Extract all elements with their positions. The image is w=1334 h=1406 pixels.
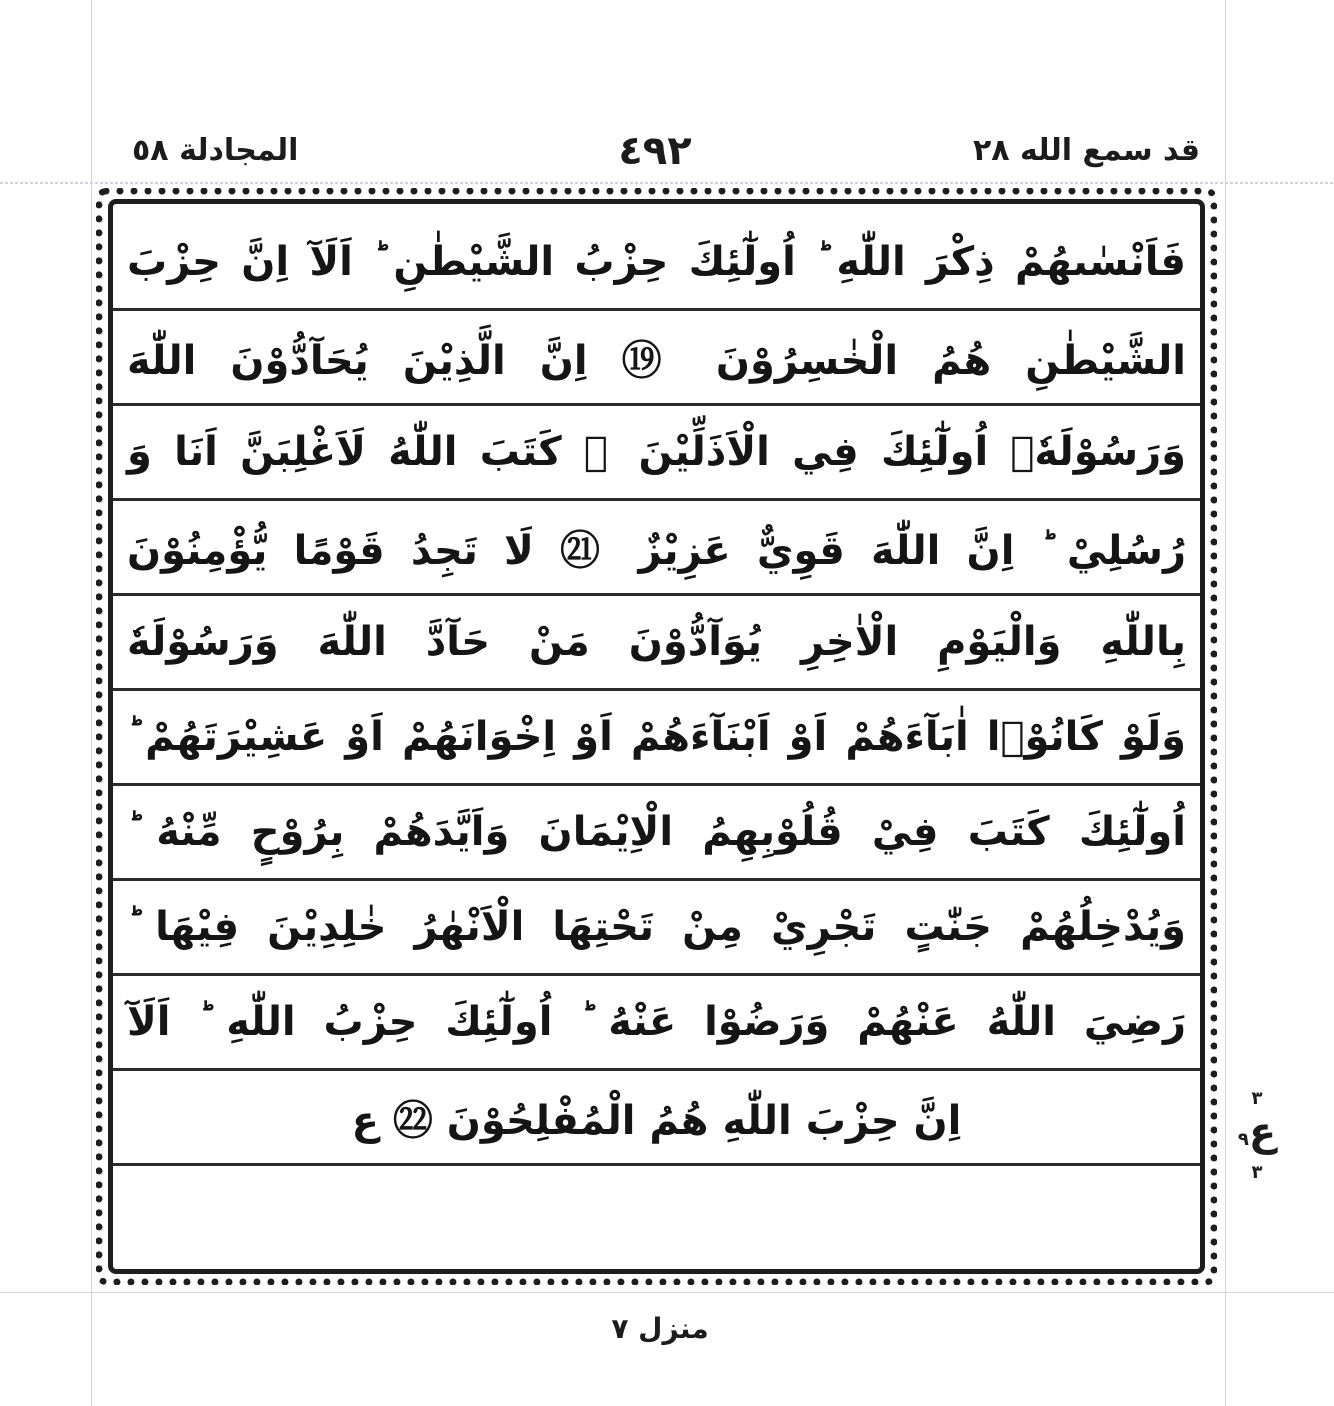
verse-line-text: رَضِيَ اللّٰهُ عَنْهُمْ وَرَضُوْا عَنْهُ ؕ اُولٰٓئِكَ حِزْبُ اللّٰهِ ؕ اَلَآ — [127, 999, 1186, 1045]
verse-line-text: فَاَنْسٰىهُمْ ذِكْرَ اللّٰهِ ؕ اُولٰٓئِكَ حِزْبُ الشَّيْطٰنِ ؕ اَلَآ اِنَّ حِزْبَ — [127, 239, 1186, 285]
verse-line-text: بِاللّٰهِ وَالْيَوْمِ الْاٰخِرِ يُوَآدُّوْنَ مَنْ حَآدَّ اللّٰهَ وَرَسُوْلَهٗ — [127, 619, 1186, 665]
manzil-footer: منزل ٧ — [611, 1312, 709, 1345]
verse-lines — [113, 216, 1200, 1261]
verse-line-9 — [113, 976, 1200, 1071]
surah-name-header: المجادلة ٥٨ — [132, 133, 299, 168]
margin-guide-bottom — [0, 1292, 1334, 1293]
verse-line-text: الشَّيْطٰنِ هُمُ الْخٰسِرُوْنَ ⑲ اِنَّ الَّذِيْنَ يُحَآدُّوْنَ اللّٰهَ — [127, 337, 1186, 384]
verse-line-6 — [113, 691, 1200, 786]
page-number: ٤٩٢ — [618, 128, 692, 174]
verse-line-5 — [113, 596, 1200, 691]
verse-line-text: وَلَوْ كَانُوْۤا اٰبَآءَهُمْ اَوْ اَبْنَآءَهُمْ اَوْ اِخْوَانَهُمْ اَوْ عَشِيْرَتَهُمْ ؕ — [127, 714, 1186, 760]
margin-guide-right — [1225, 0, 1226, 1406]
ruku-marker — [1232, 1088, 1282, 1183]
margin-guide-top — [0, 182, 1334, 184]
ruku-symbol-icon — [1232, 1108, 1282, 1164]
verse-line-8 — [113, 881, 1200, 976]
verse-line-7 — [113, 786, 1200, 881]
verse-line-text: اُولٰٓئِكَ كَتَبَ فِيْ قُلُوْبِهِمُ الْاِيْمَانَ وَاَيَّدَهُمْ بِرُوْحٍ مِّنْهُ ؕ — [127, 809, 1186, 855]
ruku-surah-ruku-number: ٣ — [1251, 1162, 1263, 1183]
ruku-verse-count: ٩ — [1237, 1129, 1249, 1150]
verse-line-text: اِنَّ حِزْبَ اللّٰهِ هُمُ الْمُفْلِحُوْنَ ㉒ ع — [351, 1097, 962, 1144]
verse-line-1 — [113, 216, 1200, 311]
juz-name-header: قد سمع الله ٢٨ — [972, 133, 1200, 168]
empty-line — [113, 1166, 1200, 1261]
verse-line-10 — [113, 1071, 1200, 1166]
margin-guide-left — [91, 0, 92, 1406]
verse-line-text: وَيُدْخِلُهُمْ جَنّٰتٍ تَجْرِيْ مِنْ تَحْتِهَا الْاَنْهٰرُ خٰلِدِيْنَ فِيْهَا ؕ — [127, 904, 1186, 950]
verse-line-4 — [113, 501, 1200, 596]
ruku-symbol: ع — [1248, 1109, 1277, 1155]
ruku-number: ٣ — [1251, 1088, 1263, 1109]
text-frame — [108, 199, 1205, 1274]
verse-line-text: رُسُلِيْ ؕ اِنَّ اللّٰهَ قَوِيٌّ عَزِيْزٌ ㉑ لَا تَجِدُ قَوْمًا يُّؤْمِنُوْنَ — [127, 527, 1186, 574]
verse-line-2 — [113, 311, 1200, 406]
verse-line-3 — [113, 406, 1200, 501]
verse-line-text: وَرَسُوْلَهٗۤ اُولٰٓئِكَ فِي الْاَذَلِّيْنَ ⑳ كَتَبَ اللّٰهُ لَاَغْلِبَنَّ اَنَا وَ — [127, 429, 1186, 475]
